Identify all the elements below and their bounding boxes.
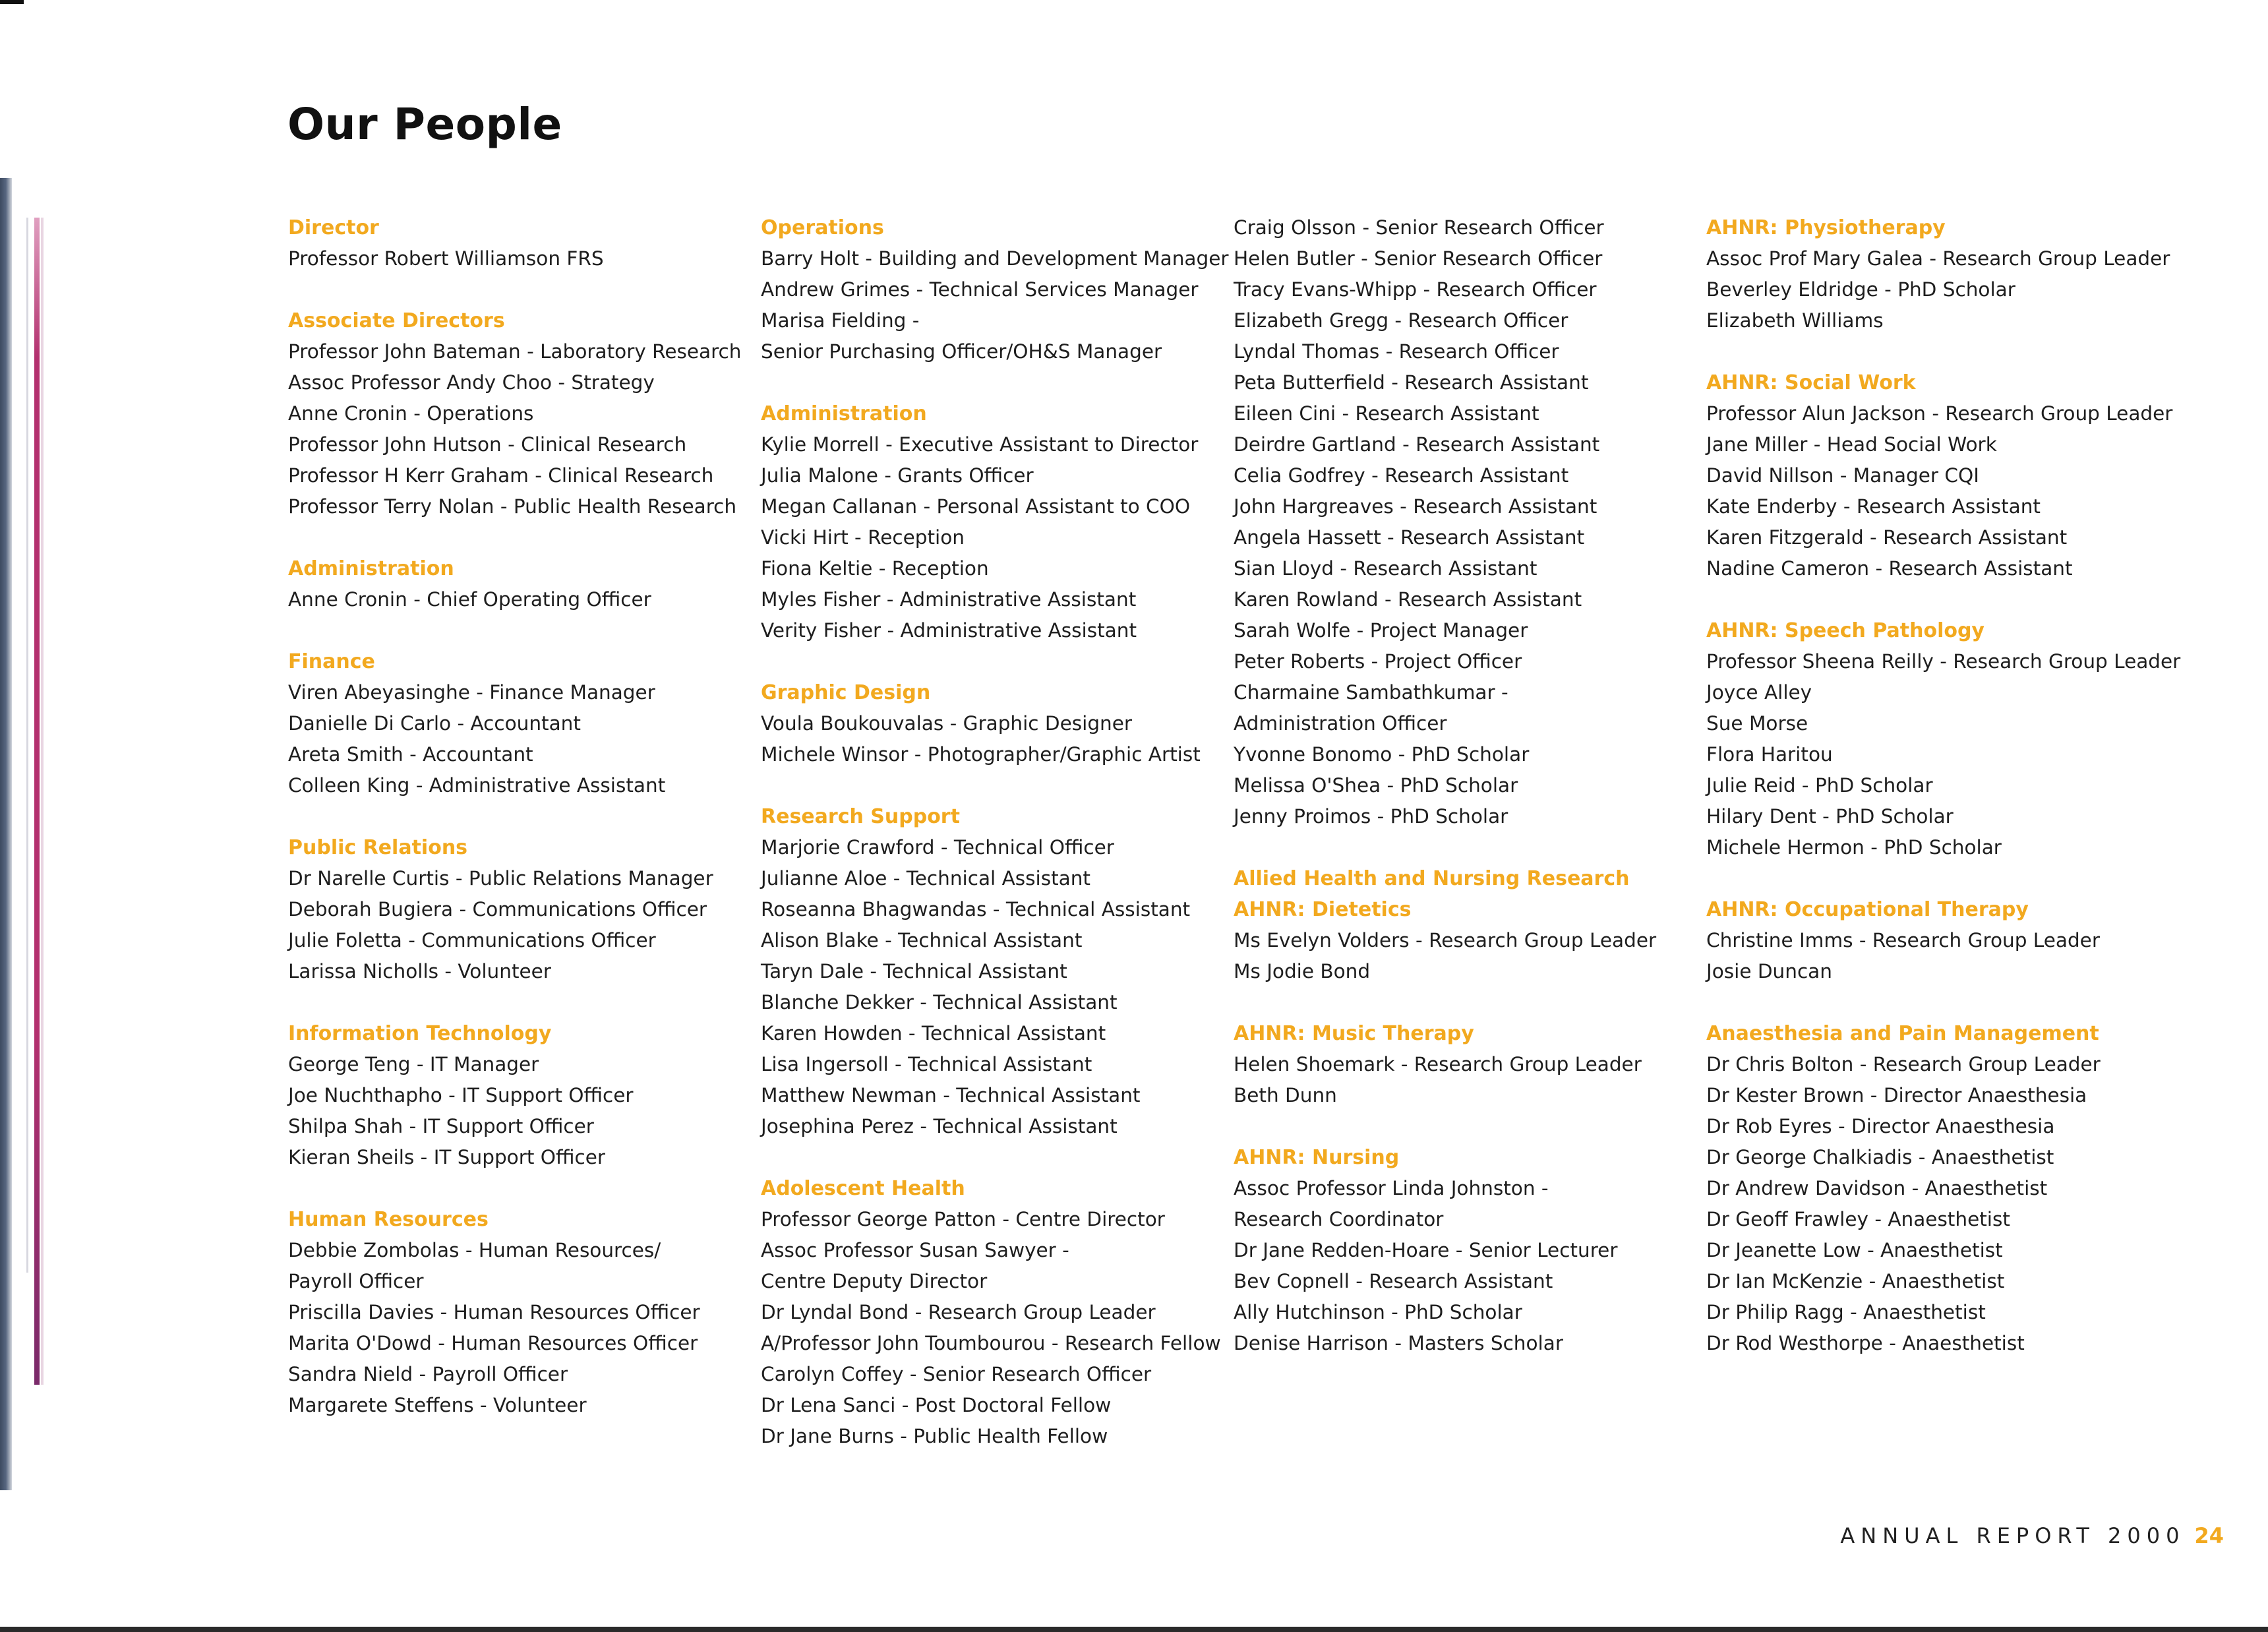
staff-entry: Jane Miller - Head Social Work	[1706, 433, 1997, 456]
staff-entry: Voula Boukouvalas - Graphic Designer	[761, 712, 1133, 735]
section-heading: Research Support	[761, 805, 960, 828]
staff-entry: Barry Holt - Building and Development Manager	[761, 247, 1229, 270]
staff-section	[1706, 894, 2168, 987]
footer-label: ANNUAL REPORT 2000	[1840, 1523, 2186, 1548]
staff-section	[288, 1018, 750, 1173]
staff-entry: Angela Hassett - Research Assistant	[1234, 526, 1585, 549]
staff-entry: Verity Fisher - Administrative Assistant	[761, 619, 1137, 642]
staff-entry: Payroll Officer	[288, 1270, 424, 1292]
staff-entry: Lyndal Thomas - Research Officer	[1234, 340, 1559, 363]
scan-edge-mark	[0, 0, 24, 4]
staff-entry: Kylie Morrell - Executive Assistant to Director	[761, 433, 1199, 456]
section-subheading: AHNR: Dietetics	[1234, 898, 1412, 921]
staff-entry: Dr Geoff Frawley - Anaesthetist	[1706, 1208, 2010, 1230]
staff-entry: Helen Butler - Senior Research Officer	[1234, 247, 1603, 270]
section-heading: AHNR: Speech Pathology	[1706, 619, 1984, 642]
staff-entry: Eileen Cini - Research Assistant	[1234, 402, 1539, 425]
staff-entry: Marita O'Dowd - Human Resources Officer	[288, 1332, 698, 1354]
staff-entry: Dr Philip Ragg - Anaesthetist	[1706, 1301, 1986, 1323]
staff-entry: Assoc Professor Andy Choo - Strategy	[288, 371, 655, 394]
binding-edge	[0, 178, 12, 1490]
staff-entry: Kieran Sheils - IT Support Officer	[288, 1146, 606, 1168]
staff-entry: Viren Abeyasinghe - Finance Manager	[288, 681, 655, 704]
staff-section	[1706, 212, 2168, 336]
staff-entry: Nadine Cameron - Research Assistant	[1706, 557, 2073, 580]
staff-entry: Jenny Proimos - PhD Scholar	[1234, 805, 1508, 828]
staff-entry: Joe Nuchthapho - IT Support Officer	[288, 1084, 634, 1106]
column-2	[761, 212, 1229, 1483]
staff-section	[761, 398, 1222, 646]
staff-entry: Marjorie Crawford - Technical Officer	[761, 836, 1114, 859]
staff-entry: Anne Cronin - Chief Operating Officer	[288, 588, 651, 611]
staff-section	[288, 1204, 750, 1421]
spine-line	[26, 218, 28, 1273]
staff-entry: Dr Chris Bolton - Research Group Leader	[1706, 1053, 2101, 1075]
staff-entry: Josie Duncan	[1706, 960, 1832, 982]
section-heading: Finance	[288, 650, 375, 673]
staff-entry: Dr Lena Sanci - Post Doctoral Fellow	[761, 1394, 1112, 1416]
staff-entry: Professor Robert Williamson FRS	[288, 247, 604, 270]
staff-entry: Peter Roberts - Project Officer	[1234, 650, 1522, 673]
staff-section	[1706, 615, 2181, 863]
staff-entry: Deirdre Gartland - Research Assistant	[1234, 433, 1600, 456]
staff-entry: Elizabeth Gregg - Research Officer	[1234, 309, 1568, 332]
staff-entry: Sarah Wolfe - Project Manager	[1234, 619, 1528, 642]
staff-entry: Priscilla Davies - Human Resources Officer	[288, 1301, 700, 1323]
section-heading: Associate Directors	[288, 309, 505, 332]
staff-entry: Josephina Perez - Technical Assistant	[761, 1115, 1118, 1137]
staff-entry: Research Coordinator	[1234, 1208, 1444, 1230]
staff-entry: Sian Lloyd - Research Assistant	[1234, 557, 1537, 580]
staff-entry: Assoc Prof Mary Galea - Research Group Leader	[1706, 247, 2170, 270]
staff-entry: Ms Evelyn Volders - Research Group Leader	[1234, 929, 1657, 952]
staff-entry: Dr Rod Westhorpe - Anaesthetist	[1706, 1332, 2025, 1354]
staff-entry: Karen Howden - Technical Assistant	[761, 1022, 1106, 1044]
staff-entry: Dr Jane Burns - Public Health Fellow	[761, 1425, 1108, 1447]
staff-entry: Dr Narelle Curtis - Public Relations Manager	[288, 867, 713, 890]
staff-entry: A/Professor John Toumbourou - Research Fellow	[761, 1332, 1221, 1354]
staff-entry: Blanche Dekker - Technical Assistant	[761, 991, 1118, 1013]
staff-entry: Professor Terry Nolan - Public Health Research	[288, 495, 737, 518]
spine-accent-bar-light	[41, 218, 44, 1385]
page-footer	[1840, 1523, 2224, 1548]
staff-entry: Debbie Zombolas - Human Resources/	[288, 1239, 661, 1261]
staff-entry: George Teng - IT Manager	[288, 1053, 539, 1075]
staff-entry: Roseanna Bhagwandas - Technical Assistant	[761, 898, 1191, 921]
staff-entry: Professor John Bateman - Laboratory Research	[288, 340, 742, 363]
staff-entry: Christine Imms - Research Group Leader	[1706, 929, 2100, 952]
staff-entry: Professor Sheena Reilly - Research Group Leader	[1706, 650, 2181, 673]
staff-entry: Melissa O'Shea - PhD Scholar	[1234, 774, 1518, 797]
staff-entry: Sue Morse	[1706, 712, 1808, 735]
staff-entry: Michele Winsor - Photographer/Graphic Artist	[761, 743, 1201, 766]
staff-entry: Professor George Patton - Centre Director	[761, 1208, 1165, 1230]
staff-entry: Areta Smith - Accountant	[288, 743, 533, 766]
staff-entry: Fiona Keltie - Reception	[761, 557, 989, 580]
column-3	[1234, 212, 1695, 1390]
section-heading: AHNR: Occupational Therapy	[1706, 898, 2029, 921]
staff-entry: Shilpa Shah - IT Support Officer	[288, 1115, 594, 1137]
staff-section	[1234, 1142, 1695, 1359]
staff-entry: Administration Officer	[1234, 712, 1447, 735]
staff-entry: Elizabeth Williams	[1706, 309, 1884, 332]
staff-entry: Professor John Hutson - Clinical Research	[288, 433, 687, 456]
staff-entry: Julie Foletta - Communications Officer	[288, 929, 656, 952]
section-heading: Operations	[761, 216, 884, 239]
page-title: Our People	[287, 99, 562, 150]
staff-entry: Taryn Dale - Technical Assistant	[761, 960, 1067, 982]
section-heading: AHNR: Social Work	[1706, 371, 1916, 394]
section-heading: Administration	[761, 402, 927, 425]
staff-section	[761, 677, 1222, 770]
section-heading: AHNR: Physiotherapy	[1706, 216, 1946, 239]
staff-entry: Danielle Di Carlo - Accountant	[288, 712, 581, 735]
section-heading: AHNR: Music Therapy	[1234, 1022, 1474, 1045]
staff-entry: Deborah Bugiera - Communications Officer	[288, 898, 707, 921]
section-heading: Director	[288, 216, 379, 239]
staff-entry: Dr Rob Eyres - Director Anaesthesia	[1706, 1115, 2055, 1137]
staff-entry: Dr Jane Redden-Hoare - Senior Lecturer	[1234, 1239, 1618, 1261]
staff-entry: Craig Olsson - Senior Research Officer	[1234, 216, 1604, 239]
staff-entry: Julia Malone - Grants Officer	[761, 464, 1034, 487]
staff-entry: Marisa Fielding -	[761, 309, 920, 332]
staff-entry: Hilary Dent - PhD Scholar	[1706, 805, 1954, 828]
staff-entry: Dr Andrew Davidson - Anaesthetist	[1706, 1177, 2048, 1199]
staff-entry: Myles Fisher - Administrative Assistant	[761, 588, 1137, 611]
section-heading: Human Resources	[288, 1208, 489, 1231]
staff-entry: Charmaine Sambathkumar -	[1234, 681, 1508, 704]
staff-entry: Carolyn Coffey - Senior Research Officer	[761, 1363, 1152, 1385]
page-number: 24	[2194, 1523, 2224, 1548]
staff-entry: Andrew Grimes - Technical Services Manager	[761, 278, 1199, 301]
section-heading: Graphic Design	[761, 681, 931, 704]
staff-entry: Anne Cronin - Operations	[288, 402, 534, 425]
staff-entry: Ms Jodie Bond	[1234, 960, 1371, 982]
staff-entry: Flora Haritou	[1706, 743, 1833, 766]
staff-section	[288, 553, 750, 615]
staff-entry: Colleen King - Administrative Assistant	[288, 774, 666, 797]
staff-entry: Celia Godfrey - Research Assistant	[1234, 464, 1569, 487]
staff-section	[1234, 1018, 1695, 1111]
staff-entry: Helen Shoemark - Research Group Leader	[1234, 1053, 1642, 1075]
staff-entry: Assoc Professor Susan Sawyer -	[761, 1239, 1069, 1261]
column-1	[288, 212, 750, 1452]
staff-entry: Dr Ian McKenzie - Anaesthetist	[1706, 1270, 2005, 1292]
section-heading: Administration	[288, 557, 454, 580]
staff-entry: Dr George Chalkiadis - Anaesthetist	[1706, 1146, 2054, 1168]
section-heading: Adolescent Health	[761, 1177, 965, 1200]
staff-entry: Vicki Hirt - Reception	[761, 526, 965, 549]
staff-entry: Michele Hermon - PhD Scholar	[1706, 836, 2002, 859]
staff-entry: Julianne Aloe - Technical Assistant	[761, 867, 1090, 890]
staff-section	[1234, 863, 1695, 987]
staff-entry: Assoc Professor Linda Johnston -	[1234, 1177, 1549, 1199]
staff-section	[761, 801, 1222, 1142]
scan-bottom-edge	[0, 1627, 2268, 1632]
staff-section	[288, 832, 750, 987]
spine-accent-bar	[34, 218, 40, 1385]
staff-entry: Centre Deputy Director	[761, 1270, 988, 1292]
staff-section	[288, 305, 750, 522]
column-4	[1706, 212, 2181, 1390]
staff-entry: Alison Blake - Technical Assistant	[761, 929, 1083, 952]
staff-entry: Megan Callanan - Personal Assistant to COO	[761, 495, 1191, 518]
staff-entry: Peta Butterfield - Research Assistant	[1234, 371, 1589, 394]
staff-entry: Sandra Nield - Payroll Officer	[288, 1363, 568, 1385]
staff-entry: Dr Jeanette Low - Anaesthetist	[1706, 1239, 2003, 1261]
staff-section	[1706, 1018, 2168, 1359]
staff-entry: John Hargreaves - Research Assistant	[1234, 495, 1597, 518]
staff-entry: Tracy Evans-Whipp - Research Officer	[1234, 278, 1597, 301]
staff-entry: Beverley Eldridge - PhD Scholar	[1706, 278, 2015, 301]
staff-entry: Karen Fitzgerald - Research Assistant	[1706, 526, 2068, 549]
staff-entry: Dr Kester Brown - Director Anaesthesia	[1706, 1084, 2087, 1106]
staff-section	[1706, 367, 2173, 584]
staff-entry: Bev Copnell - Research Assistant	[1234, 1270, 1553, 1292]
staff-entry: Matthew Newman - Technical Assistant	[761, 1084, 1141, 1106]
staff-entry: David Nillson - Manager CQI	[1706, 464, 1979, 487]
staff-section	[288, 212, 750, 274]
staff-entry: Professor H Kerr Graham - Clinical Research	[288, 464, 714, 487]
section-heading: Allied Health and Nursing Research	[1234, 867, 1630, 890]
section-heading: Information Technology	[288, 1022, 552, 1045]
staff-section	[1234, 212, 1695, 832]
staff-entry: Margarete Steffens - Volunteer	[288, 1394, 587, 1416]
staff-entry: Dr Lyndal Bond - Research Group Leader	[761, 1301, 1156, 1323]
section-heading: Public Relations	[288, 836, 468, 859]
staff-entry: Larissa Nicholls - Volunteer	[288, 960, 551, 982]
staff-entry: Kate Enderby - Research Assistant	[1706, 495, 2041, 518]
staff-section	[761, 212, 1229, 367]
staff-entry: Ally Hutchinson - PhD Scholar	[1234, 1301, 1522, 1323]
staff-entry: Senior Purchasing Officer/OH&S Manager	[761, 340, 1162, 363]
staff-entry: Professor Alun Jackson - Research Group Leader	[1706, 402, 2173, 425]
staff-section	[761, 1173, 1222, 1452]
staff-entry: Denise Harrison - Masters Scholar	[1234, 1332, 1563, 1354]
staff-entry: Lisa Ingersoll - Technical Assistant	[761, 1053, 1092, 1075]
staff-entry: Julie Reid - PhD Scholar	[1706, 774, 1933, 797]
staff-entry: Yvonne Bonomo - PhD Scholar	[1234, 743, 1530, 766]
section-heading: AHNR: Nursing	[1234, 1146, 1400, 1169]
staff-entry: Beth Dunn	[1234, 1084, 1337, 1106]
staff-section	[288, 646, 750, 801]
staff-entry: Joyce Alley	[1706, 681, 1812, 704]
staff-entry: Karen Rowland - Research Assistant	[1234, 588, 1582, 611]
section-heading: Anaesthesia and Pain Management	[1706, 1022, 2099, 1045]
